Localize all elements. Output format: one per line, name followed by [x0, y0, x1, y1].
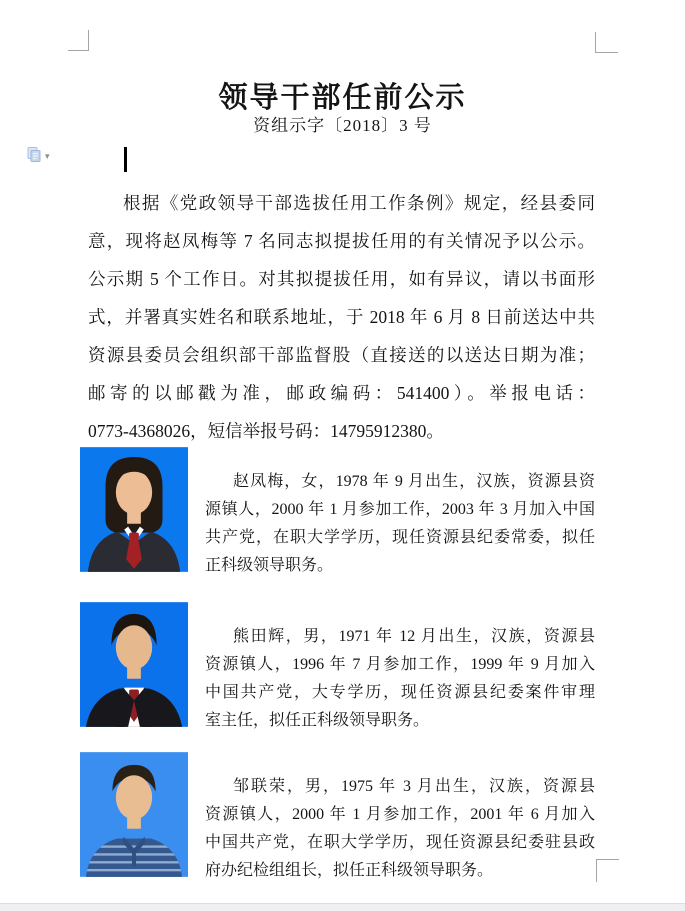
notice-line: 邮寄的以邮戳为准，邮政编码：541400）。举报电话： — [88, 383, 595, 403]
person-bio-line: 资源镇人，2000 年 1 月参加工作，2001 年 6 月加入 — [205, 806, 595, 823]
person-block — [80, 446, 595, 575]
person-bio — [205, 623, 595, 735]
paste-options-button[interactable] — [26, 146, 60, 166]
notice-paragraph[interactable] — [88, 184, 595, 450]
person-bio-line: 中国共产党，大专学历，现任资源县纪委案件审理 — [205, 684, 595, 701]
person-bio-line: 共产党，在职大学学历，现任资源县纪委常委，拟任 — [205, 529, 595, 546]
person-bio-line: 中国共产党，在职大学学历，现任资源县纪委驻县政 — [205, 834, 595, 851]
person-bio — [205, 773, 595, 885]
notice-line: 0773-4368026，短信举报号码：14795912380。 — [88, 421, 444, 441]
person-bio — [205, 468, 595, 580]
notice-line: 意，现将赵凤梅等 7 名同志拟提拔任用的有关情况予以公示。 — [88, 231, 595, 251]
text-boundary-mark-top-left — [68, 30, 89, 51]
chevron-down-icon: ▾ — [45, 150, 50, 161]
text-boundary-mark-bottom-right — [596, 859, 619, 882]
page-title: 领导干部任前公示 — [218, 82, 467, 115]
notice-line: 式，并署真实姓名和联系地址，于 2018 年 6 月 8 日前送达中共 — [88, 307, 595, 327]
window-bottom-edge — [0, 903, 685, 911]
notice-line: 根据《党政领导干部选拔任用工作条例》规定，经县委同 — [123, 193, 595, 213]
person-bio-line: 正科级领导职务。 — [205, 557, 334, 574]
person-block — [80, 751, 595, 880]
person-bio-line: 邹联荣，男，1975 年 3 月出生，汉族，资源县 — [233, 778, 595, 795]
person-bio-line: 府办纪检组组长，拟任正科级领导职务。 — [205, 862, 494, 879]
person-block — [80, 601, 595, 730]
document-number: 资组示字〔2018〕3 号 — [253, 116, 432, 135]
person-bio-line: 室主任，拟任正科级领导职务。 — [205, 712, 430, 729]
person-bio-line: 资源镇人，1996 年 7 月参加工作，1999 年 9 月加入 — [205, 656, 595, 673]
person-bio-line: 源镇人，2000 年 1 月参加工作，2003 年 3 月加入中国 — [205, 501, 595, 518]
person-bio-line: 赵凤梅，女，1978 年 9 月出生，汉族，资源县资 — [233, 473, 595, 490]
notice-line: 公示期 5 个工作日。对其拟提拔任用，如有异议，请以书面形 — [88, 269, 595, 289]
text-boundary-mark-top-right — [595, 32, 618, 53]
paste-options-icon — [26, 146, 42, 167]
portrait-photo[interactable] — [80, 601, 188, 728]
notice-line: 资源县委员会组织部干部监督股（直接送的以送达日期为准； — [88, 345, 595, 365]
person-bio-line: 熊田辉，男，1971 年 12 月出生，汉族，资源县 — [233, 628, 595, 645]
portrait-photo[interactable] — [80, 751, 188, 878]
portrait-photo[interactable] — [80, 446, 188, 573]
text-cursor — [124, 147, 127, 172]
